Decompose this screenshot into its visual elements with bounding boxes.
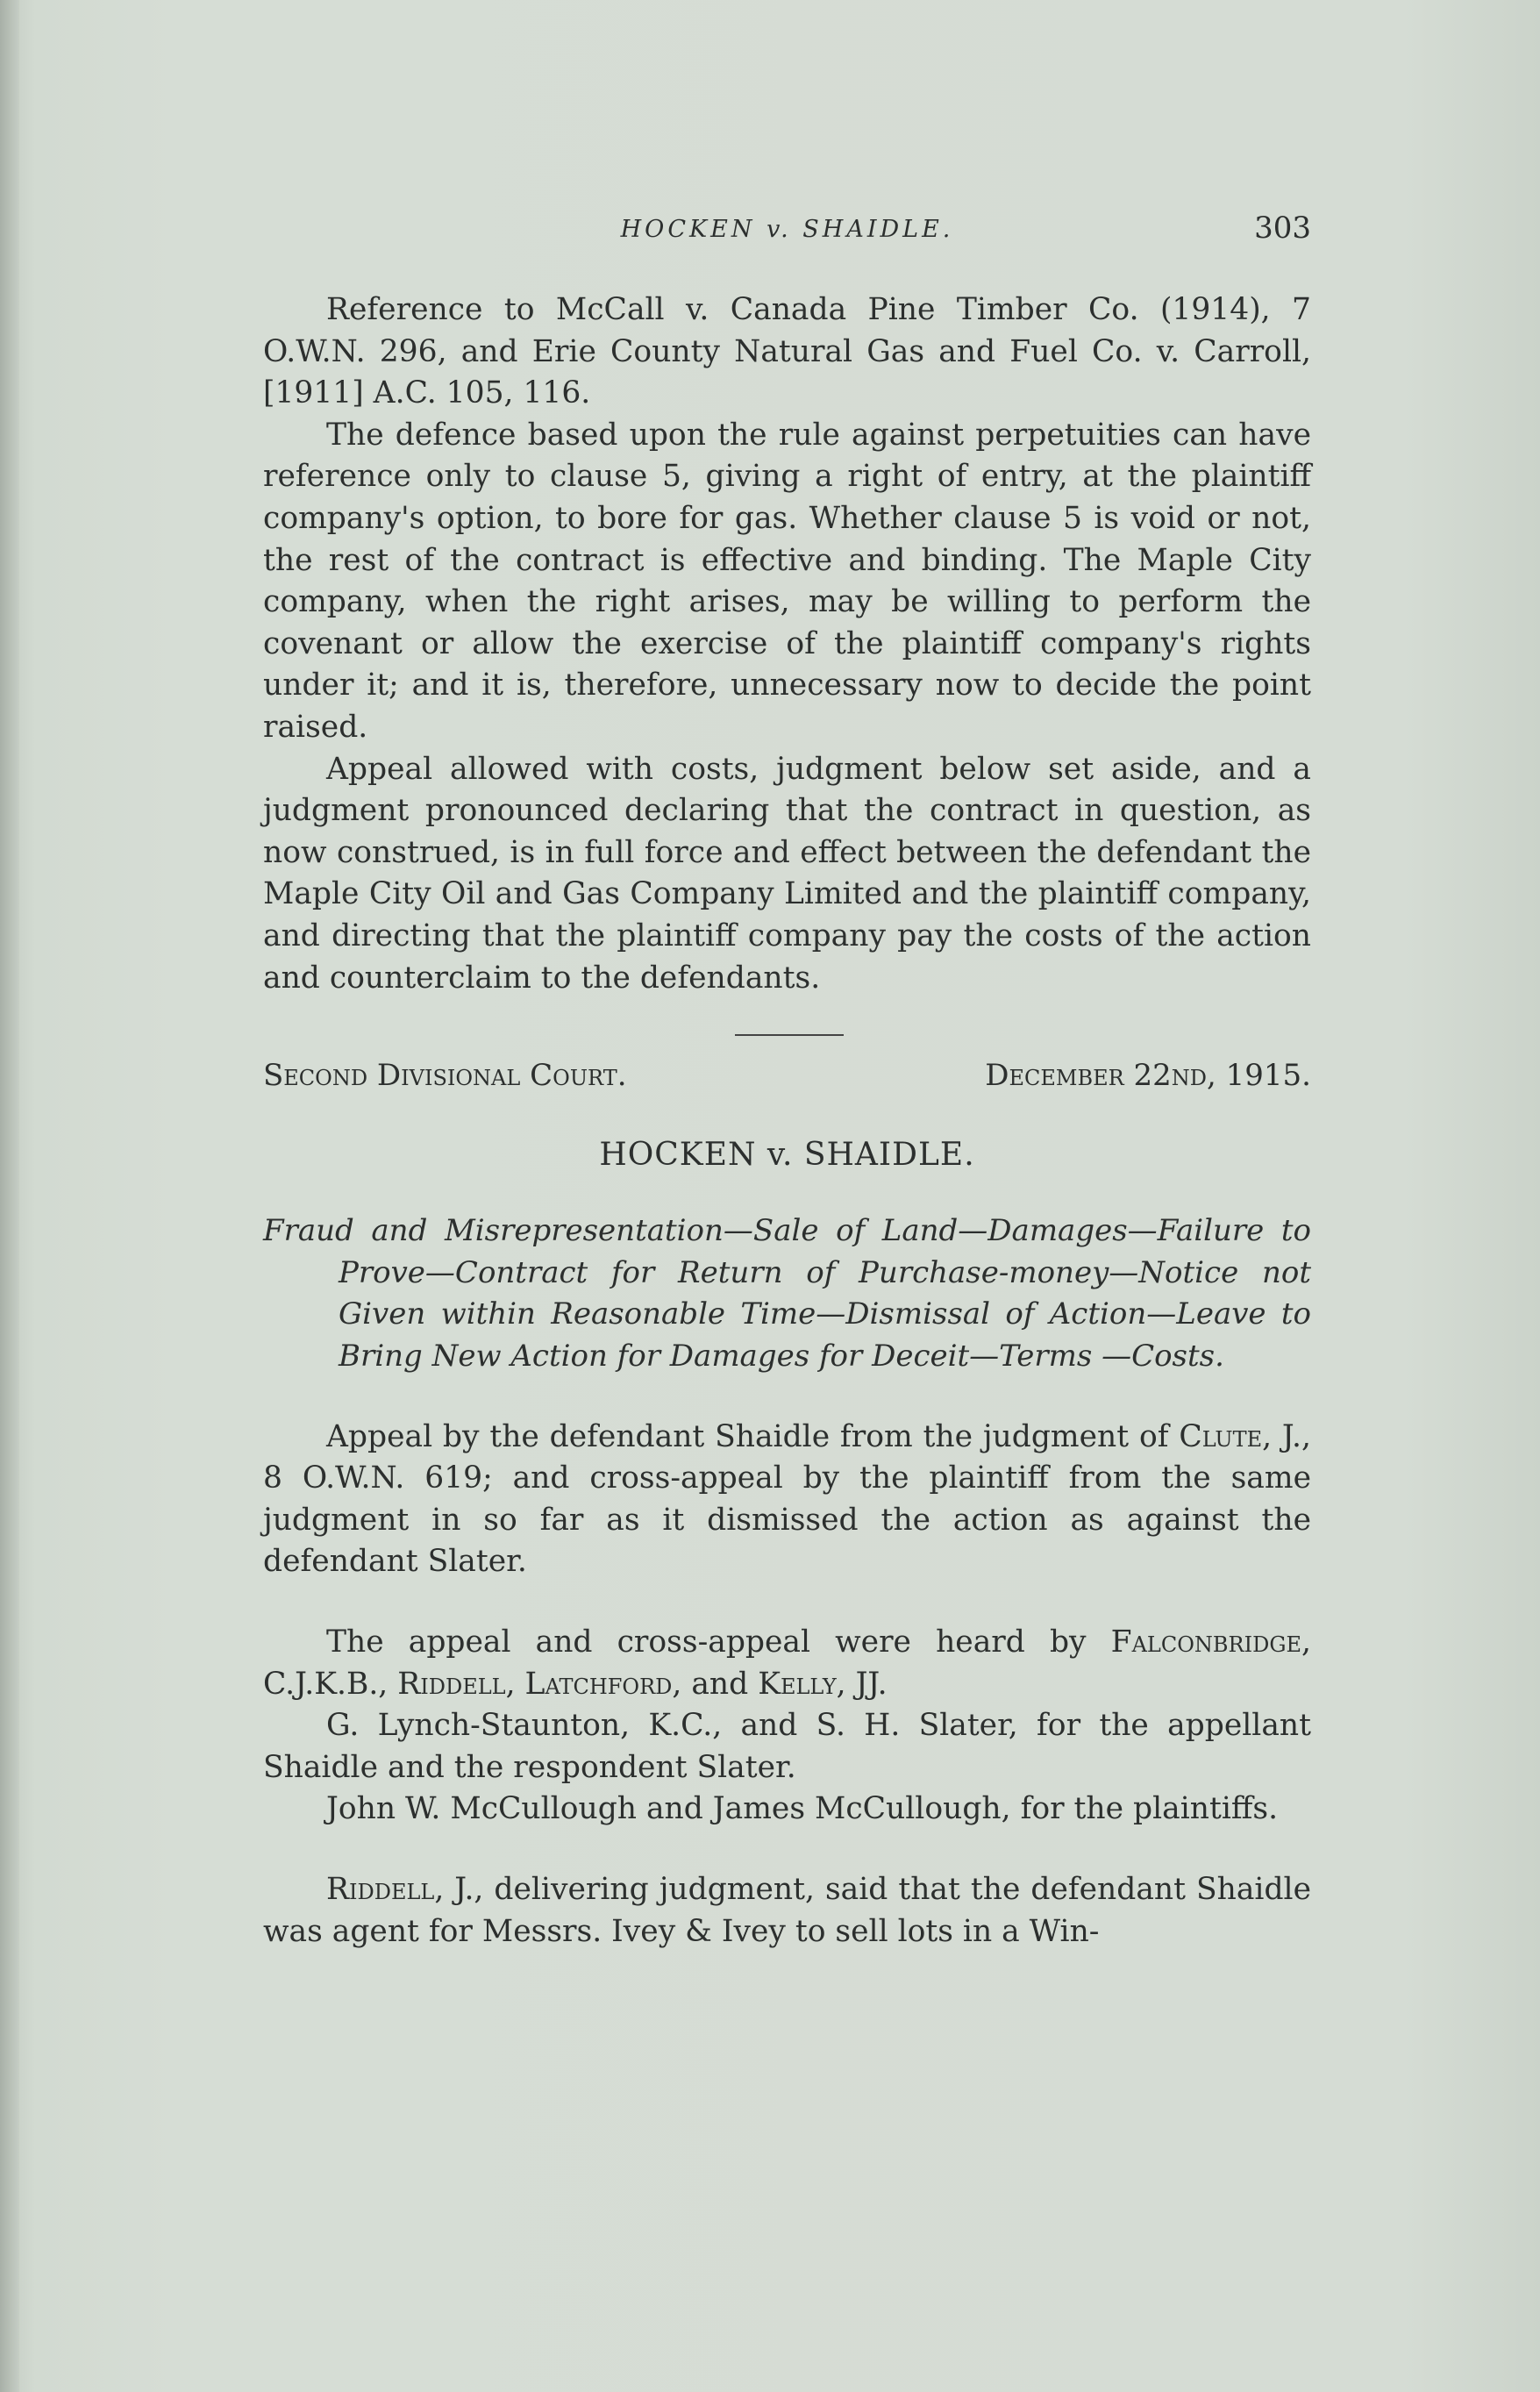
trial-judge-name: Clute <box>1179 1418 1263 1454</box>
heard-text-d: , and <box>672 1666 759 1702</box>
paragraph-counsel-appellant: G. Lynch-Staunton, K.C., and S. H. Slater, for the appellant Shaidle and the respondent Slater. <box>263 1708 1311 1785</box>
paragraph-appeal-allowed: Appeal allowed with costs, judgment below set aside, and a judgment pronounced declaring that the contract in question, as now construed, is in full force and effect between the defendant the Maple City Oil and Gas Company Limited and the plaintiff company, and directing that the plaintiff company pay the costs of the action and counterclaim to the defendants. <box>263 751 1311 996</box>
paragraph-judgment <box>263 1869 1311 1953</box>
paragraph-heard-by <box>263 1622 1311 1705</box>
running-head: HOCKEN v. SHAIDLE. <box>620 216 954 243</box>
judge-riddell: Riddell <box>397 1666 506 1702</box>
headnote: Fraud and Misrepresentation—Sale of Land—Damages—Failure to Prove—Contract for Return of Purchase-money—Notice not Given within Reasonable Time—Dismissal of Action—Leave to Bring New Action for Damages for Deceit—Terms —Costs. <box>263 1213 1311 1375</box>
decision-date: December 22nd, 1915. <box>985 1058 1311 1094</box>
page-body <box>263 289 1311 1953</box>
judge-falconbridge: Falconbridge <box>1110 1624 1302 1660</box>
judge-kelly: Kelly <box>758 1666 837 1702</box>
paragraph-references: Reference to McCall v. Canada Pine Timber Co. (1914), 7 O.W.N. 296, and Erie County Natural Gas and Fuel Co. v. Carroll, [1911] A.C. 105, 116. <box>263 292 1311 411</box>
paragraph-perpetuities: The defence based upon the rule against perpetuities can have reference only to clause 5, giving a right of entry, at the plaintiff company's option, to bore for gas. Whether clause 5 is void or not, the rest of the contract is effective and binding. The Maple City company, when the right arises, may be willing to perform the covenant or allow the exercise of the plaintiff company's rights under it; and it is, therefore, unnecessary now to decide the point raised. <box>263 417 1311 745</box>
judge-latchford: Latchford <box>524 1666 673 1702</box>
court-name: Second Divisional Court. <box>263 1058 627 1094</box>
heard-text-c: , <box>505 1666 525 1702</box>
judgment-text: , J., delivering judgment, said that the defendant Shaidle was agent for Messrs. Ivey & Ivey to sell lots in a Win- <box>263 1872 1311 1949</box>
paragraph-counsel-plaintiffs: John W. McCullough and James McCullough, for the plaintiffs. <box>326 1791 1279 1827</box>
section-divider <box>735 1034 844 1036</box>
paragraph-appeal <box>263 1417 1311 1583</box>
appeal-text-b: , J., 8 O.W.N. 619; and cross-appeal by the plaintiff from the same judgment in so far as it dismissed the action as against the defendant Slater. <box>263 1418 1311 1580</box>
judgment-judge-name: Riddell <box>326 1872 435 1907</box>
page-header <box>263 211 1311 254</box>
appeal-text-a: Appeal by the defendant Shaidle from the judgment of <box>326 1418 1180 1454</box>
page-number: 303 <box>1254 211 1311 246</box>
heard-text-e: , JJ. <box>836 1666 888 1702</box>
case-title: HOCKEN v. SHAIDLE. <box>599 1136 975 1173</box>
court-date-line <box>263 1055 1311 1097</box>
heard-text-a: The appeal and cross-appeal were heard by <box>326 1624 1111 1660</box>
heard-text-b: , C.J.K.B., <box>263 1624 1311 1702</box>
page-binding-edge <box>0 0 19 2392</box>
